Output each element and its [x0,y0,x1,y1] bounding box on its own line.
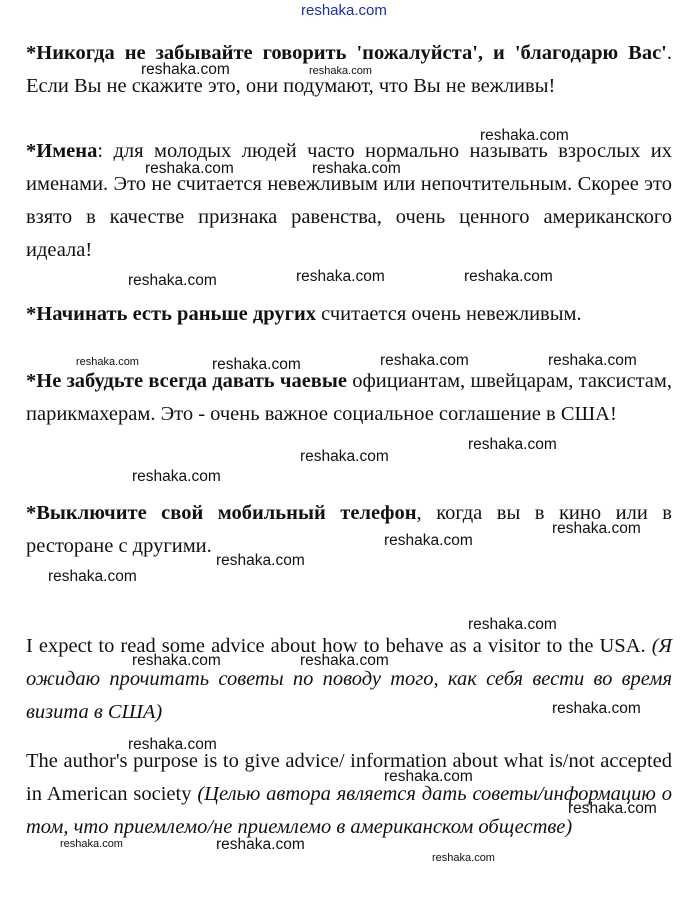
tip-text: , когда вы в кино или в ресторане с другими. [26,502,672,557]
answer-purpose [26,745,672,844]
answer-translation: (Я ожидаю прочитать советы по поводу того, как себя вести во время визита в США) [26,635,672,723]
watermark: reshaka.com [300,652,389,669]
watermark: reshaka.com [380,352,469,369]
answer-translation: (Целью автора является дать советы/информацию о том, что приемлемо/не приемлемо в американском обществе) [26,783,672,838]
watermark: reshaka.com [48,568,137,585]
watermark: reshaka.com [309,65,372,77]
tip-tipping [26,365,672,431]
watermark: reshaka.com [464,268,553,285]
tip-text: считается очень невежливым. [316,303,582,325]
watermark: reshaka.com [212,356,301,373]
watermark: reshaka.com [480,127,569,144]
tip-heading: *Выключите свой мобильный телефон [26,502,417,524]
watermark: reshaka.com [300,448,389,465]
tip-heading: *Не забудьте всегда давать чаевые [26,370,347,392]
watermark: reshaka.com [312,160,401,177]
watermark: reshaka.com [552,520,641,537]
watermark: reshaka.com [141,61,230,78]
site-header-link[interactable]: reshaka.com [301,2,387,19]
watermark: reshaka.com [128,272,217,289]
tip-text: . Если Вы не скажите это, они подумают, что Вы не вежливы! [26,42,672,97]
answer-text: I expect to read some advice about how to behave as a visitor to the USA. [26,635,652,657]
tip-heading: *Имена [26,140,98,162]
tip-text: : для молодых людей часто нормально называть взрослых их именами. Это не считается невежливым или непочтительным. Скорее это взято в качестве признака равенства, очень ценного американского идеала! [26,140,672,261]
watermark: reshaka.com [132,468,221,485]
watermark: reshaka.com [568,800,657,817]
watermark: reshaka.com [60,838,123,850]
watermark: reshaka.com [216,836,305,853]
watermark: reshaka.com [468,616,557,633]
tip-text: официантам, швейцарам, таксистам, парикмахерам. Это - очень важное социальное соглашение в США! [26,370,672,425]
watermark: reshaka.com [432,852,495,864]
tip-heading: *Никогда не забывайте говорить 'пожалуйста', и 'благодарю Вас' [26,42,667,64]
watermark: reshaka.com [216,552,305,569]
watermark: reshaka.com [76,356,139,368]
tip-heading: *Начинать есть раньше других [26,303,317,325]
watermark: reshaka.com [296,268,385,285]
watermark: reshaka.com [548,352,637,369]
watermark: reshaka.com [384,768,473,785]
watermark: reshaka.com [384,532,473,549]
watermark: reshaka.com [468,436,557,453]
answer-text: The author's purpose is to give advice/ information about what is/not accepted in American society [26,750,672,805]
watermark: reshaka.com [552,700,641,717]
watermark: reshaka.com [145,160,234,177]
tip-names [26,135,672,267]
watermark: reshaka.com [132,652,221,669]
tip-eating [26,298,672,331]
watermark: reshaka.com [128,736,217,753]
